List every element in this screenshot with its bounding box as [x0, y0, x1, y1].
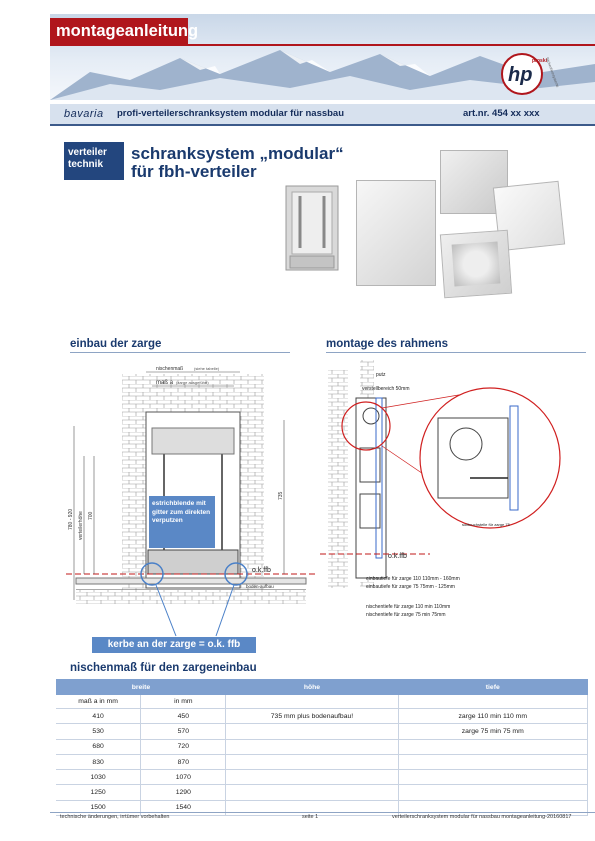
product-cabinet-image [356, 180, 436, 286]
install-depth-1: einbautiefe für zarge 110 110mm - 160mm [366, 576, 460, 582]
product-line: profi-verteilerschranksystem modular für nassbau [117, 108, 345, 119]
header-depth: tiefe [398, 679, 587, 695]
heading-line2: für fbh-verteiler [131, 162, 257, 181]
height-range: 780 - 920 [68, 508, 74, 530]
niche-depth-1: nischentiefe für zarge 110 min 110mm [366, 604, 451, 610]
niche-depth-2: nischentiefe für zarge 75 min 75mm [366, 612, 446, 618]
table-subheader-row [56, 695, 588, 709]
logo-tagline: flächenheizsysteme [545, 56, 560, 89]
category-box [64, 142, 124, 180]
adjust-label: verstellbereich 50mm [362, 386, 410, 392]
table-row: 1500 1540 [56, 800, 588, 815]
floor-label: boden-aufbau [246, 584, 274, 589]
subheader-in-mm: in mm [141, 695, 226, 709]
category-line1: verteiler [68, 147, 107, 158]
table-row: 1250 1290 [56, 785, 588, 800]
table-row: 830 870 [56, 754, 588, 769]
break-line-label: sollbruchstelle für zarge 75 [462, 522, 510, 527]
title-underline [50, 44, 595, 46]
table-header-row [56, 679, 588, 695]
subheader-line [50, 124, 595, 126]
dim-a-note: (zarge ausgeführt) [176, 380, 209, 385]
install-depth-2: einbautiefe für zarge 75 75mm - 125mm [366, 584, 455, 590]
section-installation: einbau der zarge [70, 338, 162, 350]
depth-label: verteilerhöhe [78, 511, 84, 540]
document-title: montageanleitung [50, 18, 188, 44]
height-label: 735 [278, 491, 284, 500]
section-mounting-line [326, 352, 586, 353]
table-row: 530 570 zarge 75 min 75 mm [56, 724, 588, 739]
footer-document-id: verteilerschranksystem modular für nassbau montageanleitung-20160817 [392, 814, 572, 820]
okffb-label-right: o.k.ffb [388, 553, 407, 560]
product-grid-panel-image [440, 230, 512, 299]
okffb-label-left: o.k.ffb [252, 567, 271, 574]
table-row: 410 450 735 mm plus bodenaufbau! zarge 110 min 110 mm [56, 709, 588, 724]
niche-width-label: nischenmaß [156, 366, 184, 372]
subheader-maß-a: maß a in mm [56, 695, 141, 709]
logo-brand: hp [508, 64, 533, 86]
article-number: art.nr. 454 xx xxx [463, 108, 540, 119]
footer-line [50, 812, 595, 813]
mounting-drawing [320, 358, 590, 628]
table-row: 680 720 [56, 739, 588, 754]
logo-small: proski [532, 58, 548, 64]
niche-table [56, 679, 588, 816]
kerbe-callout: kerbe an der zarge = o.k. ffb [92, 637, 256, 653]
section-installation-line [70, 352, 290, 353]
niche-width-note: (siehe tabelle) [194, 366, 220, 371]
section-niche: nischenmaß für den zargeneinbau [70, 662, 257, 674]
dim-a-label: maß a [156, 380, 174, 386]
header-width: breite [56, 679, 226, 695]
footer-disclaimer: technische änderungen, irrtümer vorbehalten [60, 814, 170, 820]
heading-line1: schranksystem „modular“ [131, 144, 344, 163]
height-inner: 700 [88, 511, 94, 520]
category-line2: technik [68, 159, 104, 170]
table-row: 1030 1070 [56, 770, 588, 785]
putz-label: putz [376, 372, 386, 378]
section-mounting: montage des rahmens [326, 338, 449, 350]
hp-logo [496, 50, 558, 96]
footer-page-number: seite 1 [302, 814, 319, 820]
header-height: höhe [226, 679, 398, 695]
brand-bavaria: bavaria [64, 108, 104, 120]
product-frame-image [282, 182, 342, 274]
estrich-note: estrichblende mit gitter zum direkten verputzen [149, 496, 215, 548]
